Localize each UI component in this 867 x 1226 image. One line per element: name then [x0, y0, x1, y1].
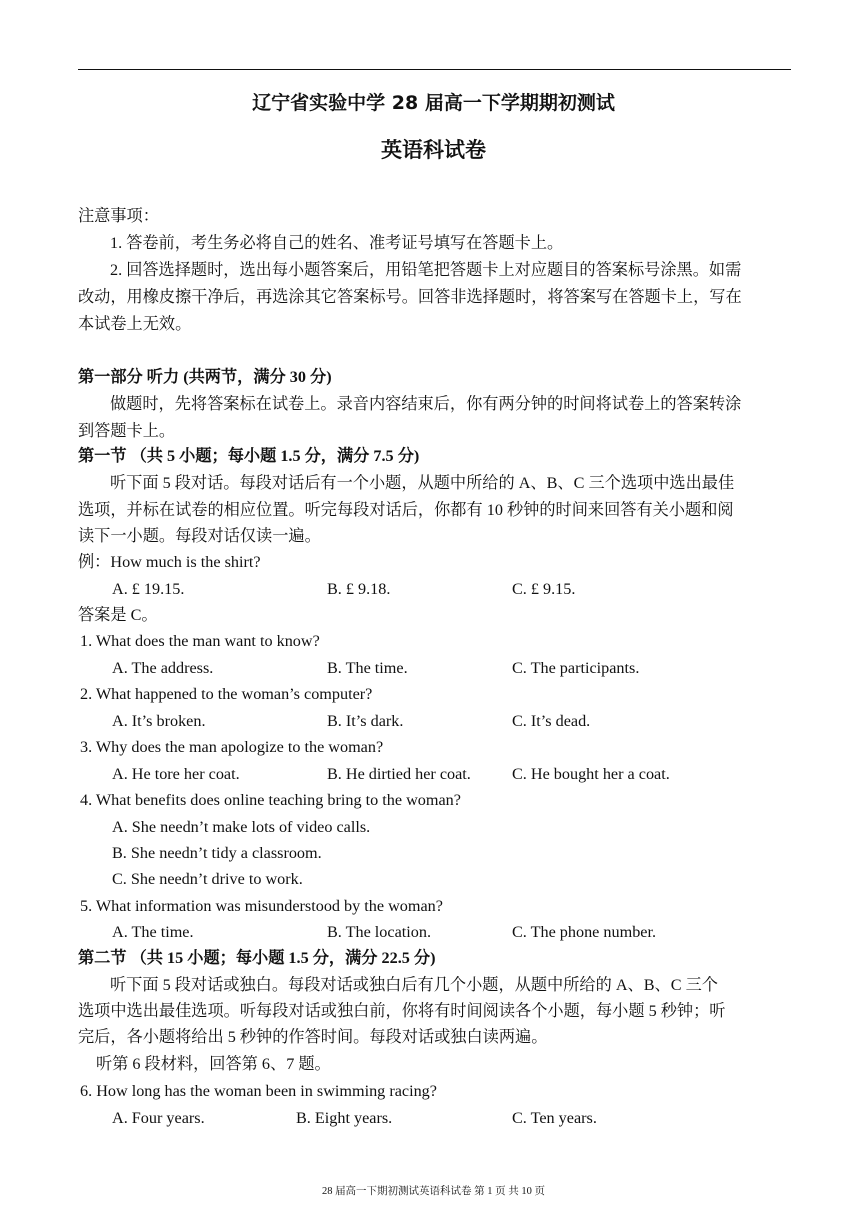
notice-heading: 注意事项：	[78, 207, 159, 225]
section1-intro-line-1: 听下面 5 段对话。每段对话后有一个小题，从题中所给的 A、B、C 三个选项中选出最佳	[110, 474, 735, 492]
page-footer: 28 届高一下期初测试英语科试卷 第 1 页 共 10 页	[321, 1186, 546, 1197]
notice-item-1: 1. 答卷前，考生务必将自己的姓名、准考证号填写在答题卡上。	[110, 234, 564, 252]
section1-heading: 第一节 （共 5 小题；每小题 1.5 分，满分 7.5 分)	[78, 447, 420, 465]
notice-item-2-line-2: 改动，用橡皮擦干净后，再选涂其它答案标号。回答非选择题时，将答案写在答题卡上，写在	[78, 288, 742, 306]
section2-intro-line-2: 选项中选出最佳选项。听每段对话或独白前，你将有时间阅读各个小题，每小题 5 秒钟；听	[78, 1002, 726, 1020]
question-4-option-a: A. She needn’t make lots of video calls.	[112, 818, 371, 836]
question-5-option-c: C. The phone number.	[512, 923, 657, 941]
question-5-option-b: B. The location.	[327, 923, 432, 941]
question-1-option-c: C. The participants.	[512, 659, 640, 677]
question-3-option-c: C. He bought her a coat.	[512, 765, 670, 783]
question-1-option-a: A. The address.	[112, 659, 214, 677]
question-6-option-b: B. Eight years.	[296, 1109, 393, 1127]
question-1: 1. What does the man want to know?	[80, 632, 320, 650]
section2-intro-line-3: 完后，各小题将给出 5 秒钟的作答时间。每段对话或独白读两遍。	[78, 1028, 548, 1046]
example-question: 例：How much is the shirt?	[78, 553, 261, 571]
notice-item-2-line-3: 本试卷上无效。	[78, 315, 192, 333]
question-4: 4. What benefits does online teaching bring to the woman?	[80, 791, 461, 809]
question-3: 3. Why does the man apologize to the woman?	[80, 738, 384, 756]
section2-heading: 第二节 （共 15 小题；每小题 1.5 分，满分 22.5 分)	[78, 949, 436, 967]
page-subtitle: 英语科试卷	[381, 138, 486, 162]
notice-item-2-line-1: 2. 回答选择题时，选出每小题答案后，用铅笔把答题卡上对应题目的答案标号涂黑。如需	[110, 261, 742, 279]
question-6-option-c: C. Ten years.	[512, 1109, 597, 1127]
material-note: 听第 6 段材料，回答第 6、7 题。	[96, 1055, 331, 1073]
question-2-option-a: A. It’s broken.	[112, 712, 206, 730]
question-2: 2. What happened to the woman’s computer?	[80, 685, 373, 703]
section2-intro-line-1: 听下面 5 段对话或独白。每段对话或独白后有几个小题，从题中所给的 A、B、C 三个	[110, 976, 718, 994]
question-6: 6. How long has the woman been in swimming racing?	[80, 1082, 437, 1100]
question-2-option-b: B. It’s dark.	[327, 712, 404, 730]
question-3-option-b: B. He dirtied her coat.	[327, 765, 471, 783]
question-4-option-c: C. She needn’t drive to work.	[112, 870, 303, 888]
example-option-a: A. £ 19.15.	[112, 580, 185, 598]
part1-intro-line-2: 到答题卡上。	[78, 422, 176, 440]
example-answer: 答案是 C。	[78, 606, 158, 624]
page-title: 辽宁省实验中学 28 届高一下学期期初测试	[252, 92, 615, 114]
question-3-option-a: A. He tore her coat.	[112, 765, 240, 783]
question-6-option-a: A. Four years.	[112, 1109, 205, 1127]
part1-intro-line-1: 做题时，先将答案标在试卷上。录音内容结束后，你有两分钟的时间将试卷上的答案转涂	[110, 395, 742, 413]
question-1-option-b: B. The time.	[327, 659, 408, 677]
question-4-option-b: B. She needn’t tidy a classroom.	[112, 844, 322, 862]
question-5: 5. What information was misunderstood by the woman?	[80, 897, 443, 915]
example-option-b: B. £ 9.18.	[327, 580, 391, 598]
section1-intro-line-2: 选项，并标在试卷的相应位置。听完每段对话后，你都有 10 秒钟的时间来回答有关小题和阅	[78, 501, 734, 519]
header-rule	[78, 69, 791, 70]
example-option-c: C. £ 9.15.	[512, 580, 576, 598]
question-2-option-c: C. It’s dead.	[512, 712, 591, 730]
question-5-option-a: A. The time.	[112, 923, 194, 941]
part1-heading: 第一部分 听力 (共两节，满分 30 分)	[78, 368, 332, 386]
section1-intro-line-3: 读下一小题。每段对话仅读一遍。	[78, 527, 321, 545]
